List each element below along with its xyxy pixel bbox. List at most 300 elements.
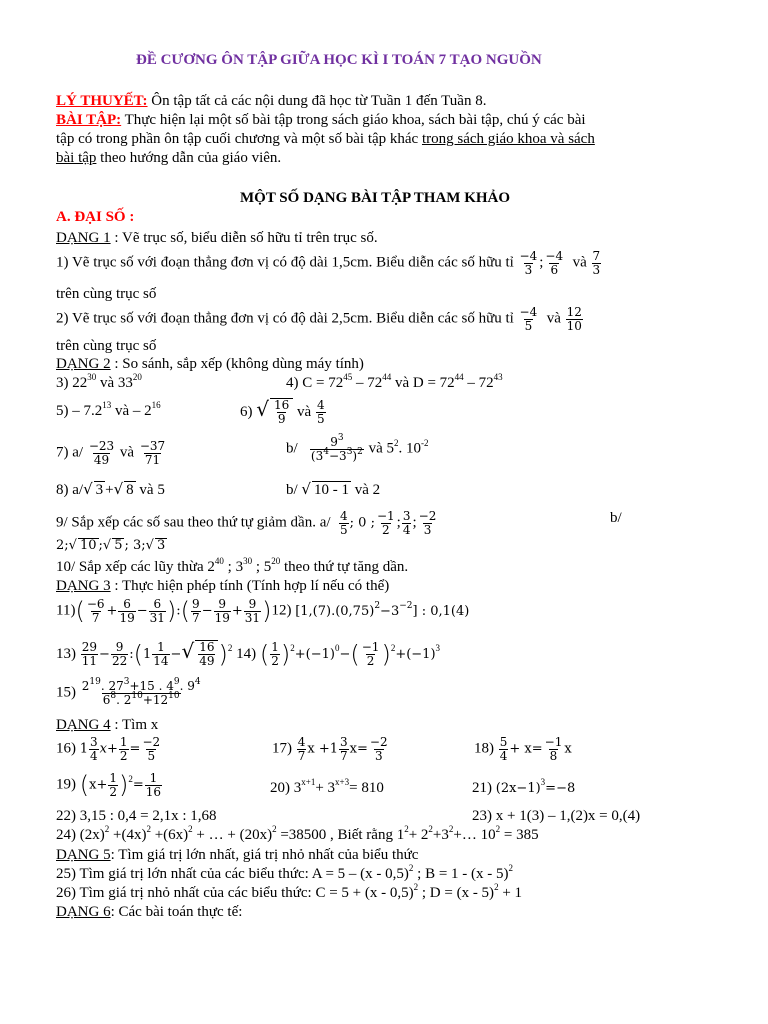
dang-5-heading [56, 847, 418, 864]
fraction [339, 736, 349, 762]
fraction-den: 31 [149, 610, 165, 625]
text: +(4x) [109, 827, 147, 843]
text: . 2 [116, 692, 132, 707]
text: b/ [286, 440, 298, 457]
exponent: 20 [271, 556, 281, 566]
fraction-num: 9 [218, 597, 227, 611]
exponent: 2 [408, 863, 414, 873]
text: 9 [330, 435, 338, 449]
problem-25 [56, 863, 514, 883]
problem-2-text: 2) Vẽ trục số với đoạn thẳng đơn vị có độ dài 2,5cm. Biểu diễn các số hữu tỉ [56, 310, 514, 327]
sqrt-icon: √ [256, 397, 269, 421]
exercise-label: BÀI TẬP: [56, 112, 122, 128]
text: −3 [380, 603, 400, 619]
exercise-underlined-text: trong sách giáo khoa và sách [421, 131, 595, 147]
dang-2-label: DẠNG 2 [56, 356, 111, 372]
fraction-num: −23 [88, 439, 115, 453]
fraction-num: 1 [271, 640, 279, 655]
theory-text: Ôn tập tất cả các nội dung đã học từ Tuần 1 đến Tuần 8. [147, 93, 487, 109]
exponent: −2 [399, 601, 413, 612]
fraction [111, 641, 128, 667]
fraction [89, 736, 99, 762]
fraction-den: 14 [153, 654, 169, 669]
fraction [592, 250, 602, 276]
fraction-num: −1 [376, 509, 395, 523]
paren: ( [259, 640, 270, 669]
exercise-text-2: tập có trong phần ôn tập cuối chương và một số bài tập khác [56, 131, 422, 147]
fraction-den: 4 [499, 748, 508, 763]
fraction-den: 3 [524, 262, 533, 277]
text: 18) [474, 740, 494, 757]
text: x [564, 741, 572, 757]
fraction [86, 598, 106, 624]
fraction-den: 22 [111, 654, 128, 669]
dang-5-desc: : Tìm giá trị lớn nhất, giá trị nhỏ nhất của biểu thức [110, 847, 419, 863]
text: và 33 [96, 375, 133, 391]
text: 4) C = 72 [286, 375, 344, 391]
op: − [339, 647, 351, 662]
fraction-den: 2 [109, 784, 117, 799]
text: = [129, 741, 141, 757]
fraction-den: 8 [549, 748, 558, 763]
radicand [195, 640, 218, 667]
part-a-heading: A. ĐẠI SỐ : [56, 209, 135, 225]
problem-9b-label: b/ [610, 510, 622, 526]
op: − [136, 603, 148, 619]
fraction-den: 31 [244, 610, 261, 625]
problem-19 [56, 772, 163, 798]
problem-23: 23) x + 1(3) – 1,(2)x = 0,(4) [472, 808, 641, 824]
text: – 72 [463, 375, 494, 391]
fraction [418, 510, 438, 536]
text: ) [352, 448, 358, 463]
fraction [108, 772, 118, 798]
problem-12-expr [295, 601, 470, 619]
exponent: 4 [194, 677, 201, 687]
text: 6) [240, 404, 253, 420]
exponent: -2 [421, 437, 429, 448]
text: . 27 [100, 679, 124, 693]
fraction-den: 6 [550, 262, 559, 277]
fraction-den: 11 [81, 654, 98, 669]
fraction [119, 736, 129, 762]
exponent: x+1 [301, 777, 316, 787]
text: x +1 [307, 741, 339, 757]
fraction-den: 7 [91, 610, 100, 625]
fraction-den: 3 [423, 522, 432, 537]
exponent: 3 [337, 433, 344, 443]
text: và 5 [135, 482, 165, 498]
sqrt-icon: √ [102, 538, 112, 553]
sqrt-icon: √ [301, 480, 311, 498]
sqrt-icon: √ [68, 538, 77, 553]
fraction-num: −37 [139, 439, 166, 453]
dang-3-label: DẠNG 3 [56, 578, 111, 594]
text: 3) 22 [56, 375, 88, 391]
text: và 2 [350, 482, 381, 498]
problem-18 [474, 736, 572, 762]
dang-6-label: DẠNG 6 [56, 904, 111, 920]
problem-9b: 2;√ 10 ;√ 5 ; 3;√ 3 [56, 538, 166, 553]
fraction-den: 19 [119, 610, 135, 625]
text: = 810 [349, 780, 384, 796]
exponent: 2 [404, 824, 409, 834]
exponent: x+3 [335, 777, 350, 787]
text: ] : 0,1(4) [412, 603, 470, 619]
fraction-num: 3 [90, 735, 98, 749]
dang-2-heading [56, 356, 364, 373]
fraction-num: −2 [369, 735, 388, 749]
paren: ) [280, 640, 291, 669]
exponent: 40 [214, 556, 224, 566]
sqrt-icon: √ [145, 538, 154, 553]
fraction [198, 641, 215, 667]
text: 25) Tìm giá trị lớn nhất của các biểu thức: A = 5 – (x - 0,5) [56, 866, 409, 882]
fraction-den [102, 690, 181, 707]
dang-5-label: DẠNG 5 [56, 847, 111, 863]
fraction-den: 2 [382, 522, 390, 537]
fraction-den: 71 [144, 452, 161, 467]
fraction-num: −2 [142, 735, 161, 749]
page-title: ĐỀ CƯƠNG ÔN TẬP GIỮA HỌC KÌ I TOÁN 7 TẠO NGUỒN [136, 52, 542, 68]
fraction-den: 7 [297, 748, 306, 763]
fraction-num: 1 [157, 640, 165, 655]
fraction-den: 5 [524, 318, 533, 333]
dang-1-desc: : Vẽ trục số, biểu diễn số hữu tỉ trên trục số. [110, 230, 378, 246]
exercise-line-2 [56, 131, 595, 148]
op: + [231, 603, 243, 619]
text: 14) [236, 646, 257, 662]
fraction [316, 399, 326, 425]
exponent: 19 [89, 677, 101, 687]
fraction-den: 10 [566, 318, 582, 333]
fraction [152, 641, 169, 667]
text: 5) – 7.2 [56, 403, 103, 419]
problem-20 [270, 777, 384, 797]
fraction [499, 736, 509, 762]
section-title: MỘT SỐ DẠNG BÀI TẬP THAM KHẢO [240, 190, 511, 206]
fraction [339, 510, 349, 536]
text: x+ [89, 777, 108, 793]
exponent: 2 [272, 824, 277, 834]
exponent: 3 [346, 446, 353, 457]
exponent: 2 [104, 824, 110, 834]
fraction-den: 4 [402, 522, 411, 537]
exponent: 10 [131, 690, 143, 701]
problem-1: 1) Vẽ trục số với đoạn thẳng đơn vị có độ dài 1,5cm. Biểu diễn các số hữu tỉ $\frac{-4}{3}$ ; $\frac{-4}{6}$ và $\frac{7}{3}$ [56, 249, 601, 277]
text: ; 3 [223, 559, 244, 575]
fraction-den [310, 446, 364, 463]
problem-21 [472, 777, 576, 797]
fraction-den: 49 [93, 452, 110, 467]
text: 1 [79, 741, 89, 757]
exponent: 30 [87, 372, 97, 382]
fraction [376, 510, 396, 536]
fraction [81, 677, 202, 707]
fraction-num: −4 [545, 249, 564, 263]
fraction-num: 9 [115, 640, 124, 655]
fraction-num: −2 [418, 509, 437, 523]
fraction-den: 19 [214, 610, 230, 625]
fraction [145, 772, 162, 798]
fraction-num: −4 [519, 249, 538, 263]
problem-24 [56, 824, 539, 844]
problem-2-cont: trên cùng trục số [56, 338, 157, 354]
radicand: 10 - 1 [313, 482, 349, 498]
text: 11) [56, 602, 76, 619]
problem-6 [240, 398, 327, 426]
fraction-den: 7 [340, 748, 348, 763]
exponent: 2 [146, 824, 151, 834]
problem-9: 9/ Sắp xếp các số sau theo thứ tự giảm dần. a/ $\frac{4}{5}$ ; 0 ; $\frac{-1}{2}$ ; $\frac{3}{4}$ ; $\frac{-2}{3}$ [56, 509, 437, 537]
exponent: 13 [102, 400, 112, 410]
fraction [361, 641, 381, 667]
exponent: 10 [168, 690, 180, 701]
fraction [369, 736, 389, 762]
problem-5 [56, 400, 161, 420]
dang-1-heading [56, 230, 378, 247]
radicand: 10 [79, 538, 97, 553]
exponent: 2 [357, 446, 363, 457]
fraction-num: 9 [248, 597, 257, 611]
text: 6 [102, 692, 111, 707]
text: và – 2 [111, 403, 152, 419]
problem-13 [56, 640, 440, 668]
exponent: 2 [428, 824, 433, 834]
text: và 5 [368, 440, 395, 457]
exponent: 30 [243, 556, 253, 566]
text: 7) a/ [56, 444, 84, 461]
fraction-num: 16 [199, 640, 215, 655]
exponent: 2 [508, 863, 514, 873]
paren: ) [262, 597, 272, 626]
exponent: 2 [188, 824, 193, 834]
fraction [270, 641, 280, 667]
fraction-den: 9 [277, 412, 286, 427]
fraction-den: 3 [374, 748, 383, 763]
problem-7b [286, 433, 429, 463]
exponent: 2 [128, 773, 133, 784]
fraction [544, 736, 564, 762]
dang-3-desc: : Thực hiện phép tính (Tính hợp lí nếu có thể) [110, 578, 390, 594]
dang-3-heading [56, 578, 389, 595]
op: : [176, 603, 181, 619]
text: = [132, 777, 144, 793]
fraction [402, 510, 412, 536]
op: − [170, 647, 182, 662]
and-text: và [546, 310, 561, 327]
text: +12 [142, 692, 169, 707]
fraction-den: 2 [366, 654, 375, 669]
fraction-num: 4 [340, 509, 348, 523]
text: b/ [286, 482, 298, 498]
text: 8) a/ [56, 482, 84, 498]
fraction [519, 250, 539, 276]
text: ; B = 1 - (x - 5) [413, 866, 509, 882]
text: + x= [509, 741, 543, 757]
fraction [297, 736, 307, 762]
exercise-underlined-text-2: bài tập [56, 150, 97, 166]
sqrt-icon: √ [83, 480, 93, 498]
text: (3 [310, 448, 324, 463]
fraction-num: 4 [297, 735, 306, 749]
exponent: 3 [540, 777, 546, 787]
fraction [244, 598, 261, 624]
exponent: 2 [227, 643, 233, 653]
and-text: và [572, 254, 587, 271]
radicand: 5 [114, 538, 123, 553]
fraction-den: 4 [90, 748, 98, 763]
fraction [149, 598, 166, 624]
fraction [273, 399, 290, 425]
text: và D = 72 [391, 375, 455, 391]
text: (2x−1) [495, 781, 541, 796]
exponent: 44 [454, 372, 464, 382]
text: + … + (20x) [192, 827, 273, 843]
exercise-text-3: theo hướng dẫn của giáo viên. [96, 150, 282, 166]
exponent: 2 [494, 882, 499, 892]
text: x+ [99, 741, 118, 757]
paren: ( [75, 597, 85, 626]
fraction-num: 1 [149, 771, 158, 785]
paren: ( [133, 640, 143, 669]
text: 12) [271, 602, 292, 619]
paren: ) [119, 771, 129, 800]
problem-15 [56, 677, 203, 707]
fraction-num: −1 [361, 640, 380, 655]
problem-8b [286, 481, 380, 499]
fraction-num: −4 [519, 305, 538, 319]
fraction-num: 3 [402, 509, 411, 523]
text: – 72 [352, 375, 383, 391]
op: − [99, 647, 110, 662]
dang-6-desc: : Các bài toán thực tế: [110, 904, 243, 920]
text: . 10 [398, 440, 422, 457]
problem-3 [56, 372, 142, 392]
and-text: và [119, 444, 135, 461]
text: 26) Tìm giá trị nhỏ nhất của các biểu thức: C = 5 + (x - 0,5) [56, 885, 414, 901]
text: 15) [56, 684, 76, 701]
and-text: và [297, 404, 312, 420]
fraction-num: 9 [192, 597, 200, 611]
text: +(6x) [150, 827, 189, 843]
exponent: 4 [323, 446, 329, 457]
exponent: 44 [382, 372, 392, 382]
op: + [106, 603, 118, 619]
fraction-num: 16 [274, 398, 290, 413]
text: +3 [432, 827, 449, 843]
text: +(−1) [294, 647, 335, 662]
paren: ) [218, 640, 228, 669]
fraction [141, 736, 161, 762]
fraction-num: 5 [499, 735, 508, 749]
problem-4 [286, 372, 503, 392]
exponent: 3 [435, 643, 441, 653]
exponent: 3 [123, 677, 130, 687]
fraction [118, 598, 135, 624]
theory-label: LÝ THUYẾT: [56, 93, 148, 109]
dang-4-desc: : Tìm x [110, 717, 159, 733]
dang-1-label: DẠNG 1 [56, 230, 111, 246]
text: 9/ Sắp xếp các số sau theo thứ tự giảm dần. a/ [56, 514, 331, 531]
text: + [105, 482, 114, 498]
text: 16) [56, 740, 76, 757]
fraction-den: 5 [340, 522, 348, 537]
text: +… 10 [453, 827, 496, 843]
problem-1-text: 1) Vẽ trục số với đoạn thẳng đơn vị có độ dài 1,5cm. Biểu diễn các số hữu tỉ [56, 254, 514, 271]
fraction-den: 16 [145, 784, 162, 799]
fraction [214, 598, 231, 624]
text: +15 . 4 [129, 679, 174, 693]
text: ; 3; [124, 538, 146, 553]
op: − [201, 603, 213, 619]
op: : [129, 647, 134, 662]
fraction-num: 1 [119, 735, 128, 749]
problem-17 [272, 736, 390, 762]
fraction-num: 4 [316, 398, 325, 413]
text: theo thứ tự tăng dần. [280, 559, 409, 575]
problem-7a [56, 440, 167, 466]
fraction [544, 250, 564, 276]
exponent: 16 [151, 400, 161, 410]
radicand: 3 [95, 482, 104, 498]
text: 13) [56, 646, 76, 662]
fraction-num: 7 [592, 249, 601, 263]
paren: ) [166, 597, 177, 626]
exercise-line-1 [56, 112, 586, 129]
problem-11 [56, 598, 469, 624]
text: 20) 3 [270, 780, 302, 796]
fraction-num: 6 [123, 597, 131, 611]
radicand: 3 [156, 538, 166, 553]
fraction [566, 306, 583, 332]
fraction-num: 6 [153, 597, 162, 611]
dang-2-desc: : So sánh, sắp xếp (không dùng máy tính) [110, 356, 364, 372]
fraction-num: 3 [340, 735, 348, 749]
exponent: 8 [110, 690, 117, 701]
text: 1 [142, 647, 152, 662]
fraction-den: 49 [199, 654, 215, 669]
paren: ( [350, 640, 360, 669]
text: 24) (2x) [56, 827, 105, 843]
text: 17) [272, 740, 292, 757]
exponent: 2 [390, 643, 396, 653]
exponent: 2 [448, 824, 454, 834]
exponent: 20 [132, 372, 142, 382]
fraction-den: 5 [316, 412, 325, 427]
fraction-num: 1 [109, 771, 117, 785]
text: 2 [81, 679, 90, 693]
fraction-den: 7 [192, 610, 200, 625]
fraction-num: 29 [81, 640, 98, 655]
theory-line [56, 93, 486, 110]
exponent: 2 [290, 643, 295, 653]
radicand: 8 [126, 482, 134, 498]
text: x= [349, 741, 368, 757]
text: 19) [56, 776, 76, 793]
exponent: 2 [374, 601, 381, 612]
text: = 385 [500, 827, 539, 843]
sqrt-icon: √ [113, 480, 124, 498]
sqrt-icon: √ [181, 639, 195, 663]
exercise-line-3 [56, 150, 281, 167]
text: −3 [328, 448, 347, 463]
fraction-den: 3 [592, 262, 601, 277]
paren: ) [381, 640, 391, 669]
problem-10 [56, 556, 409, 576]
problem-1-cont: trên cùng trục số [56, 286, 157, 302]
text: +(−1) [395, 647, 436, 662]
